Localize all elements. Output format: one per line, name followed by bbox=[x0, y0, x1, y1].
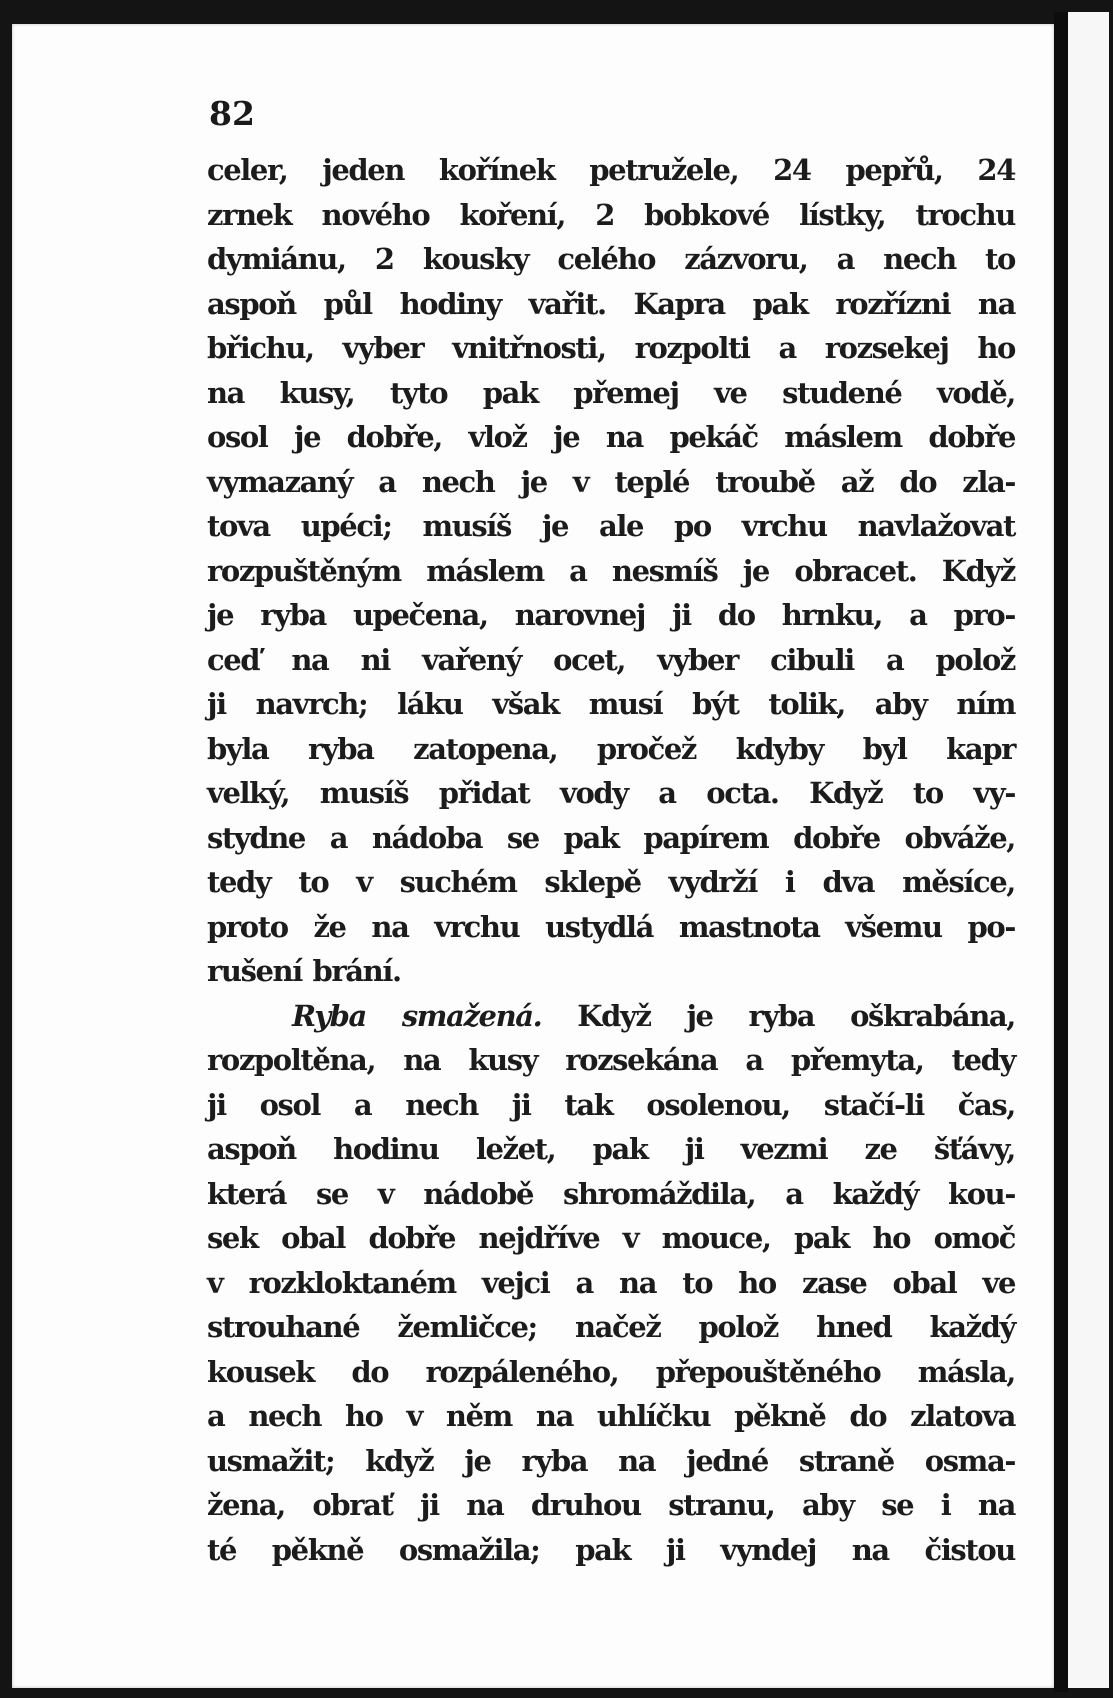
text-line: ceď na ni vařený ocet, vyber cibuli a polož bbox=[207, 642, 1015, 677]
page-edge-shadow bbox=[1054, 12, 1068, 1692]
text-line: aspoň hodinu ležet, pak ji vezmi ze šťávy, bbox=[207, 1132, 1015, 1166]
text-line: tova upéci; musíš je ale po vrchu navlažovat bbox=[207, 509, 1015, 543]
text-line: stydne a nádoba se pak papírem dobře obváže, bbox=[207, 820, 1015, 855]
text-line: byla ryba zatopena, pročež kdyby byl kapr bbox=[207, 731, 1015, 766]
text-line: břichu, vyber vnitřnosti, rozpolti a rozsekej ho bbox=[207, 331, 1015, 365]
text-line: rušení brání. bbox=[207, 954, 401, 988]
page-number: 82 bbox=[209, 94, 255, 133]
text-line: tedy to v suchém sklepě vydrží i dva měsíce, bbox=[207, 865, 1015, 899]
text-line: osol je dobře, vlož je na pekáč máslem dobře bbox=[207, 420, 1015, 454]
text-line: a nech ho v něm na uhlíčku pěkně do zlatova bbox=[207, 1399, 1015, 1433]
text-line: aspoň půl hodiny vařit. Kapra pak rozřízni na bbox=[207, 286, 1015, 321]
text-line: na kusy, tyto pak přemej ve studené vodě, bbox=[207, 375, 1015, 410]
paragraph-heading: Ryba smažená. bbox=[292, 998, 542, 1033]
body-text bbox=[207, 148, 1015, 1572]
text-line: žena, obrať ji na druhou stranu, aby se i na bbox=[207, 1488, 1015, 1522]
adjacent-page-edge bbox=[1068, 12, 1109, 1688]
text-line: kousek do rozpáleného, přepouštěného másla, bbox=[207, 1354, 1015, 1389]
text-line: rozpuštěným máslem a nesmíš je obracet. Když bbox=[207, 553, 1015, 588]
text-line: zrnek nového koření, 2 bobkové lístky, trochu bbox=[207, 197, 1015, 232]
text-line: rozpoltěna, na kusy rozsekána a přemyta, tedy bbox=[207, 1043, 1015, 1077]
text-line: ji osol a nech ji tak osolenou, stačí-li čas, bbox=[207, 1087, 1015, 1122]
text-line: proto že na vrchu ustydlá mastnota všemu po- bbox=[207, 909, 1015, 944]
text-line: ji navrch; láku však musí být tolik, aby ním bbox=[207, 687, 1015, 721]
text-line: která se v nádobě shromáždila, a každý kou- bbox=[207, 1176, 1015, 1211]
text-line: velký, musíš přidat vody a octa. Když to vy- bbox=[207, 776, 1015, 810]
text-line: celer, jeden kořínek petružele, 24 pepřů, 24 bbox=[207, 153, 1015, 187]
text-line: je ryba upečena, narovnej ji do hrnku, a pro- bbox=[207, 598, 1015, 632]
text-line: vymazaný a nech je v teplé troubě až do zla- bbox=[207, 464, 1015, 499]
text-line: strouhané žemličce; načež polož hned každý bbox=[207, 1310, 1015, 1344]
paragraph-first-line bbox=[207, 994, 1015, 1039]
page-sheet bbox=[12, 24, 1054, 1688]
text-line: té pěkně osmažila; pak ji vyndej na čistou bbox=[207, 1532, 1015, 1567]
paragraph-first-line-text: Když je ryba oškrabána, bbox=[541, 998, 1015, 1033]
text-line: sek obal dobře nejdříve v mouce, pak ho omoč bbox=[207, 1221, 1015, 1255]
text-line: dymiánu, 2 kousky celého zázvoru, a nech to bbox=[207, 242, 1015, 276]
text-line: v rozkloktaném vejci a na to ho zase obal ve bbox=[207, 1265, 1015, 1300]
text-line: usmažit; když je ryba na jedné straně osma- bbox=[207, 1443, 1015, 1478]
